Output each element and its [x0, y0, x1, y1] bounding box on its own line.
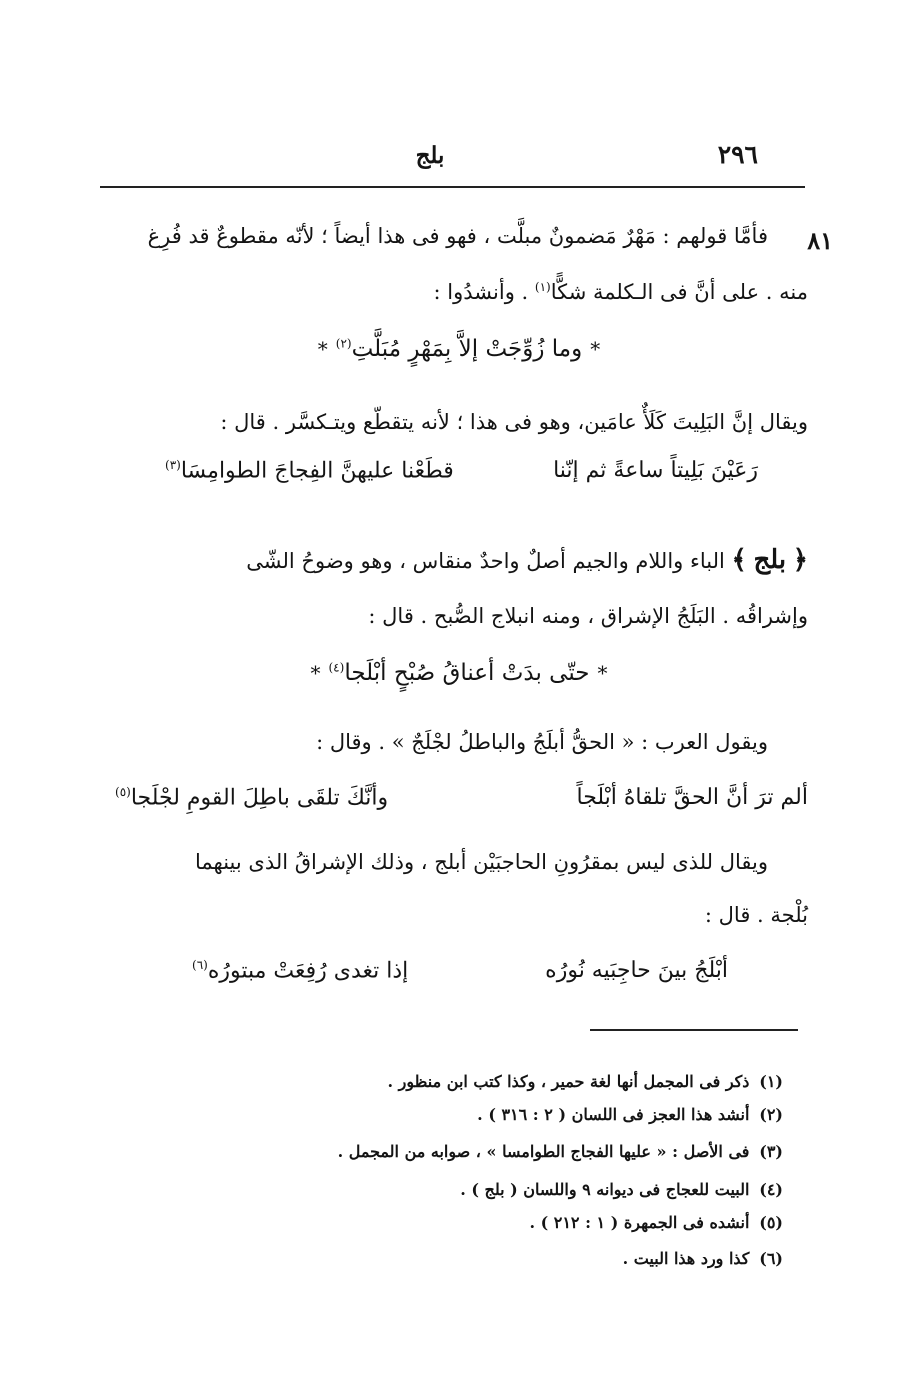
footnote-ref: (١): [534, 280, 551, 294]
body-line: [434, 280, 808, 304]
header-rule: [100, 186, 805, 188]
verse-hemistich-right: ألم ترَ أنَّ الحقَّ تلقاهُ أبْلَجاً: [576, 785, 808, 810]
verse-hemistich-right: أبْلَجُ بينَ حاجِبَيه نُورُه: [545, 958, 728, 983]
footnote-text: أنشده فى الجمهرة ( ١ : ٢١٢ ) .: [529, 1213, 750, 1232]
footnote: [460, 1180, 783, 1199]
footnote-ref: (٦): [192, 958, 208, 972]
verse-line: [110, 336, 808, 362]
body-line: فأمَّا قولهم : مَهْرٌ مَضمونٌ مبلَّت ، فهو فى هذا أيضاً ؛ لأنّه مقطوعٌ قد فُرِغ: [147, 224, 768, 248]
footnote: [388, 1072, 783, 1091]
verse-text: وما زُوِّجَتْ إلاَّ بِمَهْرٍ مُبَلَّتِ: [351, 336, 583, 362]
footnote-number: (٢): [759, 1105, 783, 1124]
body-text: . وأنشدُوا :: [433, 280, 535, 304]
footnote-rule: [590, 1029, 798, 1031]
footnote: [477, 1105, 783, 1124]
verse-text: حتّى بدَتْ أعناقُ صُبْحٍ أبْلَجا: [344, 660, 590, 686]
body-line: ويقول العرب : « الحقُّ أبلَجُ والباطلُ لجْلَجٌ » . وقال :: [316, 730, 768, 754]
footnote-text: كذا ورد هذا البيت .: [622, 1249, 750, 1268]
body-text: الباء واللام والجيم أصلٌ واحدٌ منقاس ، وهو وضوحُ الشّى: [246, 549, 725, 573]
body-line: بُلْجة . قال :: [704, 903, 808, 927]
footnote-number: (٤): [759, 1180, 783, 1199]
footnote-number: (١): [759, 1072, 783, 1091]
footnote: [529, 1213, 783, 1232]
verse-hemistich-left: [192, 958, 408, 983]
footnote-text: ذكر فى المجمل أنها لغة حمير ، وكذا كتب ابن منظور .: [387, 1072, 750, 1091]
page-number: ٢٩٦: [717, 140, 758, 169]
verse-star-marker: *: [310, 661, 321, 685]
footnote-number: (٥): [759, 1213, 783, 1232]
entry-heading-line: [246, 545, 808, 575]
body-line: ويقال إنَّ البَلِيتَ كَلَأٌ عامَين، وهو فى هذا ؛ لأنه يتقطّع ويتـكسَّر . قال :: [220, 410, 808, 434]
verse-text: قطَعْنا عليهنَّ الفِجاجَ الطوامِسَا: [180, 458, 454, 484]
footnote-text: أنشد هذا العجز فى اللسان ( ٢ : ٣١٦ ) .: [477, 1105, 750, 1124]
entry-heading-bracket: ﴾: [731, 545, 747, 575]
verse-line: [110, 660, 808, 686]
verse-text: وأنَّكَ تلقَى باطِلَ القومِ لجْلَجا: [130, 785, 389, 811]
footnote-ref: (٤): [328, 660, 345, 675]
footnote-number: (٦): [759, 1249, 783, 1268]
footnote-ref: (٢): [335, 336, 352, 351]
footnote-number: (٣): [759, 1142, 783, 1161]
footnote-ref: (٣): [165, 458, 181, 472]
verse-hemistich-left: [165, 458, 454, 483]
footnote-ref: (٥): [115, 785, 131, 799]
entry-heading-bracket: ﴿: [792, 545, 808, 575]
footnote-text: البيت للعجاج فى ديوانه ٩ واللسان ( بلج ) .: [460, 1180, 750, 1199]
footnote: [623, 1249, 783, 1268]
entry-number: ٨١: [807, 226, 833, 255]
footnote-text: فى الأصل : « عليها الفجاج الطوامسا » ، صوابه من المجمل .: [337, 1142, 750, 1161]
verse-text: إذا تغدى رُفِعَتْ مبتورُه: [207, 958, 409, 984]
entry-heading: بلج: [753, 545, 787, 575]
verse-star-marker: *: [317, 337, 328, 361]
verse-star-marker: *: [590, 337, 601, 361]
verse-star-marker: *: [597, 661, 608, 685]
verse-hemistich-right: رَعَيْنَ بَلِيتاً ساعةً ثم إنّنا: [553, 458, 758, 483]
verse-hemistich-left: [115, 785, 388, 810]
running-title: بلج: [415, 142, 445, 169]
body-text: منه . على أنَّ فى الـكلمة شكًّا: [550, 280, 808, 304]
footnote: [338, 1142, 783, 1161]
body-line: وإشراقُه . البَلَجُ الإشراق ، ومنه انبلاج الصُّبح . قال :: [368, 604, 808, 628]
body-line: ويقال للذى ليس بمقرُونِ الحاجبَيْن أبلج ، وذلك الإشراقُ الذى بينهما: [194, 850, 768, 874]
